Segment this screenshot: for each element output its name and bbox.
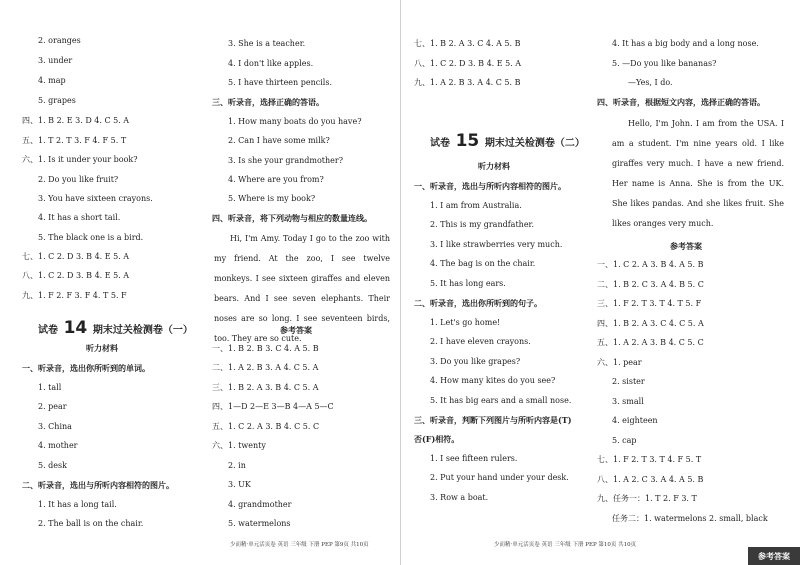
colA-line-8: 3. You have sixteen crayons. bbox=[38, 194, 153, 203]
colD2-line-5: 六、1. pear bbox=[597, 358, 642, 367]
colD2-line-4: 五、1. A 2. A 3. B 4. C 5. C bbox=[597, 338, 704, 347]
colB-line-1: 4. I don't like apples. bbox=[228, 59, 314, 68]
colB-line-5: 2. Can I have some milk? bbox=[228, 136, 330, 145]
exam-14-title bbox=[38, 318, 193, 338]
colB2-line-9: 5. watermelons bbox=[228, 519, 291, 528]
colC-line-2: 九、1. A 2. B 3. A 4. C 5. B bbox=[414, 78, 521, 87]
colC2-line-0: 一、听录音，选出与所听内容相符的图片。 bbox=[414, 181, 566, 191]
colA-line-4: 四、1. B 2. E 3. D 4. C 5. A bbox=[22, 116, 130, 125]
answer-key-heading-2: 参考答案 bbox=[670, 241, 702, 251]
listening-material-heading-2: 听力材料 bbox=[478, 161, 510, 171]
colB2-line-8: 4. grandmother bbox=[228, 500, 292, 509]
colC2-line-10: 4. How many kites do you see? bbox=[430, 376, 556, 385]
colD2-line-3: 四、1. B 2. A 3. C 4. C 5. A bbox=[597, 319, 704, 328]
colC2-line-5: 5. It has long ears. bbox=[430, 279, 506, 288]
colC-line-0: 七、1. B 2. A 3. C 4. A 5. B bbox=[414, 39, 521, 48]
colA-line-1: 3. under bbox=[38, 56, 73, 65]
colB-line-3: 三、听录音，选择正确的答语。 bbox=[212, 97, 324, 107]
colB2-line-6: 2. in bbox=[228, 461, 246, 470]
colB2-line-2: 三、1. B 2. A 3. B 4. C 5. A bbox=[212, 383, 319, 392]
colD-line-2: —Yes, I do. bbox=[628, 78, 673, 87]
colB2-line-1: 二、1. A 2. B 3. A 4. C 5. A bbox=[212, 363, 319, 372]
colC2-line-11: 5. It has big ears and a small nose. bbox=[430, 396, 572, 405]
colA2-line-3: 3. China bbox=[38, 422, 72, 431]
colA-line-0: 2. oranges bbox=[38, 36, 81, 45]
colB-line-6: 3. Is she your grandmother? bbox=[228, 156, 343, 165]
listening-material-heading-1: 听力材料 bbox=[86, 343, 118, 353]
colD2-line-1: 二、1. B 2. C 3. A 4. B 5. C bbox=[597, 280, 704, 289]
title-15-post: 期末过关检测卷（二） bbox=[484, 138, 585, 149]
colD2-line-8: 4. eighteen bbox=[612, 416, 658, 425]
colA2-line-8: 2. The ball is on the chair. bbox=[38, 519, 144, 528]
colC2-line-14: 1. I see fifteen rulers. bbox=[430, 454, 518, 463]
colA2-line-4: 4. mother bbox=[38, 441, 78, 450]
colC2-line-13: 否(F)相符。 bbox=[414, 434, 460, 444]
colA-line-3: 5. grapes bbox=[38, 96, 76, 105]
colD2-line-7: 3. small bbox=[612, 397, 644, 406]
colD2-line-11: 八、1. A 2. C 3. A 4. A 5. B bbox=[597, 475, 704, 484]
colB2-line-5: 六、1. twenty bbox=[212, 441, 266, 450]
colC2-line-4: 4. The bag is on the chair. bbox=[430, 259, 536, 268]
colB2-line-7: 3. UK bbox=[228, 480, 251, 489]
title-14-pre: 试卷 bbox=[38, 325, 58, 336]
title-15-pre: 试卷 bbox=[430, 138, 450, 149]
colA2-line-6: 二、听录音，选出与所听内容相符的图片。 bbox=[22, 480, 174, 490]
colD2-line-6: 2. sister bbox=[612, 377, 645, 386]
colC2-line-12: 三、听录音，判断下列图片与所听内容是(T) bbox=[414, 415, 572, 425]
colD2-line-12: 九、任务一：1. T 2. F 3. T bbox=[597, 494, 697, 503]
colA2-line-0: 一、听录音，选出你所听到的单词。 bbox=[22, 363, 150, 373]
colD2-line-10: 七、1. F 2. T 3. T 4. F 5. T bbox=[597, 455, 702, 464]
colC-line-1: 八、1. C 2. D 3. B 4. E 5. A bbox=[414, 59, 522, 68]
colC2-line-3: 3. I like strawberries very much. bbox=[430, 240, 563, 249]
colC2-line-2: 2. This is my grandfather. bbox=[430, 220, 535, 229]
footer-right: 少而精·单元活页卷 英语 三年级 下册 PEP 第10页 共10页 bbox=[494, 542, 637, 548]
colA2-line-7: 1. It has a long tail. bbox=[38, 500, 117, 509]
colC2-line-1: 1. I am from Australia. bbox=[430, 201, 522, 210]
exam-15-title bbox=[430, 131, 585, 151]
colD-line-3: 四、听录音，根据短文内容，选择正确的答语。 bbox=[597, 97, 765, 107]
title-14-post: 期末过关检测卷（一） bbox=[92, 325, 193, 336]
colD2-line-0: 一、1. C 2. A 3. B 4. A 5. B bbox=[597, 260, 704, 269]
colB-line-8: 5. Where is my book? bbox=[228, 194, 316, 203]
colB-line-4: 1. How many boats do you have? bbox=[228, 117, 362, 126]
colB-line-0: 3. She is a teacher. bbox=[228, 39, 306, 48]
colB-line-7: 4. Where are you from? bbox=[228, 175, 324, 184]
colA-line-9: 4. It has a short tail. bbox=[38, 213, 121, 222]
colB-line-9: 四、听录音，将下列动物与相应的数量连线。 bbox=[212, 213, 372, 223]
colA-line-10: 5. The black one is a bird. bbox=[38, 233, 144, 242]
page-divider bbox=[400, 0, 401, 565]
colB2-line-3: 四、1—D 2—E 3—B 4—A 5—C bbox=[212, 402, 334, 411]
colC2-line-8: 2. I have eleven crayons. bbox=[430, 337, 531, 346]
colA-line-7: 2. Do you like fruit? bbox=[38, 175, 119, 184]
colB2-line-4: 五、1. C 2. A 3. B 4. C 5. C bbox=[212, 422, 320, 431]
colC2-line-6: 二、听录音，选出你所听到的句子。 bbox=[414, 298, 542, 308]
colC2-line-7: 1. Let's go home! bbox=[430, 318, 501, 327]
colC2-line-15: 2. Put your hand under your desk. bbox=[430, 473, 569, 482]
colB-line-2: 5. I have thirteen pencils. bbox=[228, 78, 332, 87]
colA2-line-1: 1. tall bbox=[38, 383, 62, 392]
footer-left: 少而精·单元活页卷 英语 三年级 下册 PEP 第9页 共10页 bbox=[230, 542, 369, 548]
passage-john: Hello, I'm John. I am from the USA. I am a student. I'm nine years old. I like giraffes very much. I have a new friend. Her name is Anna. She is from the UK. She likes pandas. And she likes fruit. She likes oranges very much. bbox=[612, 119, 784, 228]
colB2-line-0: 一、1. B 2. B 3. C 4. A 5. B bbox=[212, 344, 319, 353]
colD2-line-2: 三、1. F 2. T 3. T 4. T 5. F bbox=[597, 299, 702, 308]
title-14-number: 14 bbox=[63, 318, 88, 338]
passage-zoo: Hi, I'm Amy. Today I go to the zoo with my friend. At the zoo, I see twelve monkeys. I see sixteen giraffes and eleven bears. And I see seven elephants. Their noses are so long. I see seventeen birds, too. They are so cute. bbox=[214, 234, 390, 343]
colA-line-6: 六、1. Is it under your book? bbox=[22, 155, 138, 164]
colA-line-11: 七、1. C 2. D 3. B 4. E 5. A bbox=[22, 252, 130, 261]
colD-line-1: 5. —Do you like bananas? bbox=[612, 59, 717, 68]
answer-key-heading-1: 参考答案 bbox=[280, 325, 312, 335]
title-15-number: 15 bbox=[455, 131, 480, 151]
colC2-line-16: 3. Row a boat. bbox=[430, 493, 489, 502]
colA-line-12: 八、1. C 2. D 3. B 4. E 5. A bbox=[22, 271, 130, 280]
colD2-line-13: 任务二：1. watermelons 2. small, black bbox=[612, 514, 768, 523]
colA-line-5: 五、1. T 2. T 3. F 4. F 5. T bbox=[22, 136, 127, 145]
answer-key-tab: 参考答案 bbox=[748, 547, 800, 565]
colD2-line-9: 5. cap bbox=[612, 436, 637, 445]
colC2-line-9: 3. Do you like grapes? bbox=[430, 357, 521, 366]
colA2-line-5: 5. desk bbox=[38, 461, 67, 470]
colA-line-13: 九、1. F 2. F 3. F 4. T 5. F bbox=[22, 291, 127, 300]
colA-line-2: 4. map bbox=[38, 76, 66, 85]
colA2-line-2: 2. pear bbox=[38, 402, 67, 411]
colD-line-0: 4. It has a big body and a long nose. bbox=[612, 39, 759, 48]
